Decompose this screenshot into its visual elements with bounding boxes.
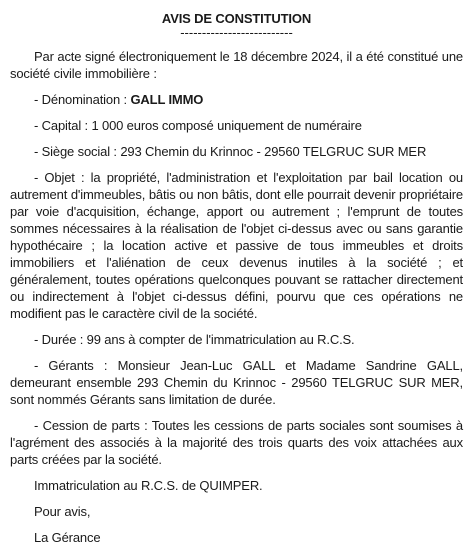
duree-line: - Durée : 99 ans à compter de l'immatriculation au R.C.S.: [34, 332, 355, 347]
notice-title: AVIS DE CONSTITUTION: [161, 11, 312, 26]
intro-paragraph: Par acte signé électroniquement le 18 décembre 2024, il a été constitué une société civile immobilière :: [10, 49, 463, 81]
denomination-value: GALL IMMO: [130, 92, 204, 107]
denomination-label: - Dénomination :: [34, 92, 131, 107]
cession-paragraph: - Cession de parts : Toutes les cessions de parts sociales sont soumises à l'agrément des associés à la majorité des trois quarts des voix attachées aux parts créées par la société.: [10, 418, 463, 467]
denomination-line: [10, 91, 463, 108]
title-underline: --------------------------: [180, 25, 293, 40]
objet-paragraph: - Objet : la propriété, l'administration et l'exploitation par bail location ou autrement d'immeubles, bâtis ou non bâtis, dont elle pourrait devenir propriétaire par voie d'acquisition, échange, apport ou autrement ; l'emprunt de toutes sommes nécessaires à la réalisation de l'objet ci-dessus avec ou sans garantie hypothécaire ; la location active et passive de tous immeubles et droits immobiliers et l'aliénation de ceux devenus inutiles à la société ; et généralement, toutes opérations quelconques pouvant se rattacher directement ou indirectement à l'objet ci-dessus défini, pourvu que ces opérations ne modifient pas le caractère civil de la société.: [10, 170, 463, 321]
gerants-paragraph: - Gérants : Monsieur Jean-Luc GALL et Madame Sandrine GALL, demeurant ensemble 293 Chemin du Krinnoc - 29560 TELGRUC SUR MER, sont nommés Gérants sans limitation de durée.: [10, 358, 463, 407]
siege-line: - Siège social : 293 Chemin du Krinnoc - 29560 TELGRUC SUR MER: [34, 144, 427, 159]
capital-line: - Capital : 1 000 euros composé uniquement de numéraire: [34, 118, 362, 133]
signature-line: La Gérance: [34, 530, 101, 545]
pour-avis-line: Pour avis,: [34, 504, 91, 519]
immatriculation-line: Immatriculation au R.C.S. de QUIMPER.: [34, 478, 263, 493]
